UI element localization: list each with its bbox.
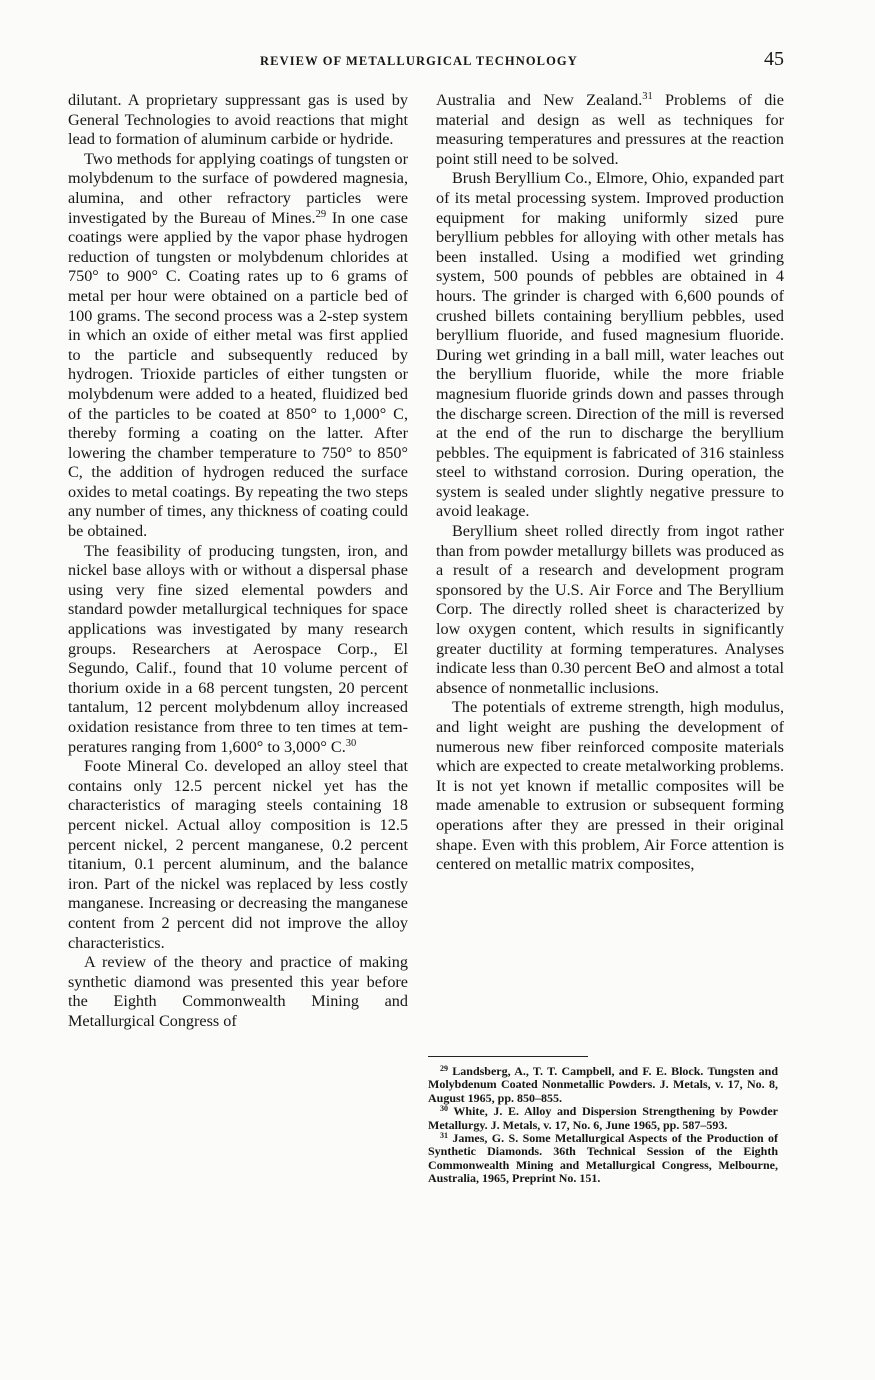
footnote-ref: 30 (345, 737, 357, 749)
paragraph: Brush Beryllium Co., Elmore, Ohio, expanded part of its metal processing system. Improved production equipment for making uniformly sized pure beryllium pebbles for alloying with other metals has been installed. Using a modified wet grinding system, 500 pounds of pebbles are obtained in 4 hours. The grinder is charged with 6,600 pounds of crushed billets containing beryllium pebbles, used beryllium fluoride, and fused magnesium fluoride. During wet grinding in a ball mill, water leaches out the beryllium fluoride, while the more friable magnesium fluoride grinds down and passes through the discharge screen. Direction of the mill is reversed at the end of the run to discharge the beryllium pebbles. The equipment is fabricated of 316 stainless steel to withstand corrosion. During operation, the system is sealed under slightly negative pressure to avoid leakage. (436, 169, 784, 521)
footnote-text: White, J. E. Alloy and Dispersion Strengthening by Powder Metallurgy. J. Metals, v. 17, No. 6, June 1965, pp. 587–593. (428, 1104, 778, 1132)
paragraph-text: Two methods for applying coatings of tungsten or molybdenum to the surface of powdered magnesia, alumina, and other refractory particles were investigated by the Bureau of Mines. (68, 149, 408, 227)
footnote-divider (428, 1056, 588, 1057)
footnote (428, 1065, 778, 1105)
running-title: REVIEW OF METALLURGICAL TECHNOLOGY (260, 54, 578, 68)
paragraph: Foote Mineral Co. developed an alloy steel that contains only 12.5 percent nickel yet has the characteristics of maraging steels containing 18 percent nickel. Actual alloy composition is 12.5 percent nickel, 2 percent manganese, 0.2 percent titanium, 0.1 percent aluminum, and the balance iron. Part of the nickel was replaced by less costly manganese. Increasing or decreasing the manganese content from 2 percent did not improve the alloy characteristics. (68, 757, 408, 952)
footnote (428, 1132, 778, 1186)
paragraph (436, 91, 784, 169)
paragraph-text: The feasibility of producing tungsten, iron, and nickel base alloys with or without a dispersal phase using very fine sized elemental powders and standard powder metallurgical techniques for space applications was investigated by many research groups. Researchers at Aerospace Corp., El Segundo, Calif., found that 10 volume percent of thorium oxide in a 68 percent tungsten, 20 percent tantalum, 12 percent molybdenum alloy increased oxidation resistance from three to ten times at temperatures ranging from 1,600° to 3,000° C. (68, 541, 408, 756)
paragraph (68, 150, 408, 542)
right-column (436, 91, 784, 875)
page-header (68, 50, 784, 74)
paragraph-text: Australia and New Zealand. (436, 91, 643, 109)
footnote-number: 31 (440, 1131, 448, 1141)
footnote-ref: 31 (642, 91, 653, 102)
footnote-text: Landsberg, A., T. T. Campbell, and F. E. Block. Tungsten and Molybdenum Coated Nonmetallic Powders. J. Metals, v. 17, No. 8, August 1965, pp. 850–855. (428, 1064, 778, 1105)
footnote-text: James, G. S. Some Metallurgical Aspects of the Production of Synthetic Diamonds. 36th Technical Session of the Eighth Commonwealth Mining and Metallurgical Congress, Melbourne, Australia, 1965, Preprint No. 151. (428, 1131, 779, 1186)
paragraph-text: In one case coatings were applied by the vapor phase hydrogen reduction of tungsten or molybdenum chlorides at 750° to 900° C. Coating rates up to 6 grams of metal per hour were obtained on a particle bed of 100 grams. The second process was a 2-step system in which an oxide of either metal was first applied to the particle and subsequently reduced by hydrogen. Trioxide particles of either tungsten or molybdenum were added to a heated, fluidized bed of the particles to be coated at 850° to 1,000° C, thereby forming a coating on the latter. After lowering the chamber temperature to 750° to 850° C, the addition of hydrogen reduced the surface oxides to metal coatings. By repeating the two steps any number of times, any thickness of coating could be obtained. (68, 208, 408, 541)
page-number: 45 (764, 48, 784, 70)
paragraph: The potentials of extreme strength, high modulus, and light weight are pushing the development of numerous new fiber reinforced composite materials which are expected to create metalworking problems. It is not yet known if metallic composites will be made amenable to extrusion or subsequent forming operations after they are pressed in their original shape. Even with this problem, Air Force attention is centered on metallic matrix composites, (436, 698, 784, 874)
footnotes (428, 1065, 778, 1186)
paragraph (68, 542, 408, 758)
paragraph: dilutant. A proprietary suppressant gas is used by General Technologies to avoid reactions that might lead to formation of aluminum carbide or hydride. (68, 91, 408, 149)
paragraph-text: Problems of die material and design as well as techniques for measuring temperatures and pressures at the reaction point still need to be solved. (436, 91, 784, 168)
paragraph: A review of the theory and practice of making synthetic diamond was presented this year before the Eighth Commonwealth Mining and Metallurgical Congress of (68, 953, 408, 1030)
footnote-number: 30 (440, 1104, 448, 1114)
paragraph: Beryllium sheet rolled directly from ingot rather than from powder metallurgy billets was produced as a result of a research and development program sponsored by the U.S. Air Force and The Beryllium Corp. The directly rolled sheet is characterized by low oxygen content, which results in significantly greater ductility at forming temperatures. Analyses indicate less than 0.30 percent BeO and almost a total absence of nonmetallic inclusions. (436, 522, 784, 697)
footnote-number: 29 (440, 1064, 448, 1073)
left-column (68, 91, 408, 1032)
footnote-ref: 29 (315, 208, 327, 220)
footnote (428, 1105, 778, 1132)
